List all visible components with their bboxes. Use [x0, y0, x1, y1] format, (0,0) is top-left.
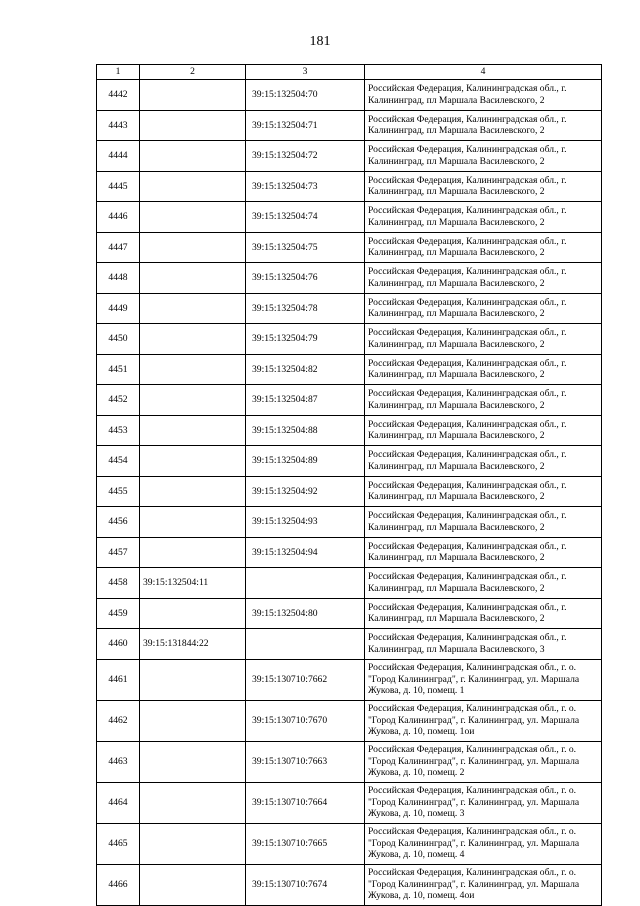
address-cell: Российская Федерация, Калининградская обл., г. Калининград, пл Маршала Василевского, 2	[365, 202, 602, 233]
address-cell: Российская Федерация, Калининградская обл., г. о. "Город Калининград", г. Калининград, ул. Маршала Жукова, д. 10, помещ. 4ои	[365, 864, 602, 905]
row-number-cell: 4449	[97, 293, 140, 324]
cadastral-number-2-cell	[140, 823, 246, 864]
header-row	[97, 65, 602, 80]
table-row	[97, 507, 602, 538]
address-cell: Российская Федерация, Калининградская обл., г. Калининград, пл Маршала Василевского, 2	[365, 507, 602, 538]
cadastral-number-2-cell	[140, 293, 246, 324]
address-cell: Российская Федерация, Калининградская обл., г. Калининград, пл Маршала Василевского, 2	[365, 568, 602, 599]
cadastral-number-2-cell: 39:15:131844:22	[140, 629, 246, 660]
cadastral-number-2-cell	[140, 232, 246, 263]
cadastral-number-3-cell: 39:15:132504:73	[246, 171, 365, 202]
table-row	[97, 568, 602, 599]
row-number-cell: 4461	[97, 659, 140, 700]
table-header	[97, 65, 602, 80]
cadastral-number-2-cell	[140, 202, 246, 233]
table-row	[97, 263, 602, 294]
row-number-cell: 4462	[97, 700, 140, 741]
cadastral-number-3-cell: 39:15:130710:7664	[246, 782, 365, 823]
cadastral-number-2-cell	[140, 354, 246, 385]
row-number-cell: 4457	[97, 537, 140, 568]
row-number-cell: 4450	[97, 324, 140, 355]
table-row	[97, 385, 602, 416]
row-number-cell: 4466	[97, 864, 140, 905]
cadastral-number-2-cell	[140, 476, 246, 507]
cadastral-number-2-cell	[140, 446, 246, 477]
row-number-cell: 4458	[97, 568, 140, 599]
address-cell: Российская Федерация, Калининградская обл., г. о. "Город Калининград", г. Калининград, ул. Маршала Жукова, д. 10, помещ. 3	[365, 782, 602, 823]
address-cell: Российская Федерация, Калининградская обл., г. Калининград, пл Маршала Василевского, 2	[365, 598, 602, 629]
row-number-cell: 4445	[97, 171, 140, 202]
address-cell: Российская Федерация, Калининградская обл., г. Калининград, пл Маршала Василевского, 2	[365, 476, 602, 507]
address-cell: Российская Федерация, Калининградская обл., г. о. "Город Калининград", г. Калининград, ул. Маршала Жукова, д. 10, помещ. 2	[365, 741, 602, 782]
row-number-cell: 4442	[97, 80, 140, 111]
cadastral-number-2-cell	[140, 782, 246, 823]
address-cell: Российская Федерация, Калининградская обл., г. Калининград, пл Маршала Василевского, 2	[365, 141, 602, 172]
table-row	[97, 415, 602, 446]
row-number-cell: 4451	[97, 354, 140, 385]
row-number-cell: 4447	[97, 232, 140, 263]
cadastral-number-2-cell	[140, 141, 246, 172]
cadastral-number-3-cell: 39:15:132504:70	[246, 80, 365, 111]
address-cell: Российская Федерация, Калининградская обл., г. о. "Город Калининград", г. Калининград, ул. Маршала Жукова, д. 10, помещ. 1ои	[365, 700, 602, 741]
table-row	[97, 476, 602, 507]
table-row	[97, 782, 602, 823]
cadastral-number-3-cell	[246, 568, 365, 599]
cadastral-number-3-cell: 39:15:132504:74	[246, 202, 365, 233]
cadastral-number-3-cell: 39:15:132504:87	[246, 385, 365, 416]
cadastral-number-3-cell: 39:15:132504:82	[246, 354, 365, 385]
cadastral-number-3-cell: 39:15:132504:80	[246, 598, 365, 629]
row-number-cell: 4455	[97, 476, 140, 507]
cadastral-number-2-cell	[140, 171, 246, 202]
cadastral-number-3-cell: 39:15:132504:72	[246, 141, 365, 172]
cadastral-number-2-cell	[140, 110, 246, 141]
address-cell: Российская Федерация, Калининградская обл., г. Калининград, пл Маршала Василевского, 2	[365, 385, 602, 416]
table-row	[97, 741, 602, 782]
header-col-3: 3	[246, 65, 365, 80]
table-row	[97, 171, 602, 202]
table-row	[97, 823, 602, 864]
address-cell: Российская Федерация, Калининградская обл., г. Калининград, пл Маршала Василевского, 2	[365, 446, 602, 477]
address-cell: Российская Федерация, Калининградская обл., г. Калининград, пл Маршала Василевского, 2	[365, 263, 602, 294]
address-cell: Российская Федерация, Калининградская обл., г. Калининград, пл Маршала Василевского, 2	[365, 171, 602, 202]
address-cell: Российская Федерация, Калининградская обл., г. Калининград, пл Маршала Василевского, 2	[365, 415, 602, 446]
table-row	[97, 629, 602, 660]
row-number-cell: 4465	[97, 823, 140, 864]
cadastral-number-3-cell: 39:15:130710:7665	[246, 823, 365, 864]
row-number-cell: 4443	[97, 110, 140, 141]
address-cell: Российская Федерация, Калининградская обл., г. Калининград, пл Маршала Василевского, 2	[365, 537, 602, 568]
table-row	[97, 293, 602, 324]
table-row	[97, 110, 602, 141]
registry-table	[96, 64, 602, 906]
page-number: 181	[309, 34, 331, 49]
cadastral-number-3-cell: 39:15:130710:7663	[246, 741, 365, 782]
cadastral-number-2-cell	[140, 659, 246, 700]
cadastral-number-3-cell: 39:15:132504:76	[246, 263, 365, 294]
table-row	[97, 141, 602, 172]
cadastral-number-2-cell	[140, 415, 246, 446]
table-row	[97, 80, 602, 111]
row-number-cell: 4456	[97, 507, 140, 538]
cadastral-number-3-cell: 39:15:132504:71	[246, 110, 365, 141]
row-number-cell: 4452	[97, 385, 140, 416]
table-body	[97, 80, 602, 906]
cadastral-number-3-cell: 39:15:132504:88	[246, 415, 365, 446]
table-row	[97, 232, 602, 263]
cadastral-number-2-cell	[140, 507, 246, 538]
cadastral-number-3-cell: 39:15:132504:79	[246, 324, 365, 355]
cadastral-number-2-cell	[140, 537, 246, 568]
cadastral-number-3-cell: 39:15:132504:93	[246, 507, 365, 538]
row-number-cell: 4464	[97, 782, 140, 823]
cadastral-number-3-cell: 39:15:130710:7670	[246, 700, 365, 741]
table-row	[97, 537, 602, 568]
cadastral-number-3-cell: 39:15:132504:94	[246, 537, 365, 568]
cadastral-number-2-cell	[140, 700, 246, 741]
row-number-cell: 4453	[97, 415, 140, 446]
cadastral-number-2-cell	[140, 598, 246, 629]
header-col-1: 1	[97, 65, 140, 80]
address-cell: Российская Федерация, Калининградская обл., г. о. "Город Калининград", г. Калининград, ул. Маршала Жукова, д. 10, помещ. 4	[365, 823, 602, 864]
address-cell: Российская Федерация, Калининградская обл., г. Калининград, пл Маршала Василевского, 2	[365, 324, 602, 355]
address-cell: Российская Федерация, Калининградская обл., г. Калининград, пл Маршала Василевского, 2	[365, 110, 602, 141]
row-number-cell: 4446	[97, 202, 140, 233]
cadastral-number-3-cell: 39:15:130710:7662	[246, 659, 365, 700]
cadastral-number-3-cell: 39:15:132504:89	[246, 446, 365, 477]
row-number-cell: 4460	[97, 629, 140, 660]
cadastral-number-2-cell: 39:15:132504:11	[140, 568, 246, 599]
cadastral-number-2-cell	[140, 324, 246, 355]
cadastral-number-3-cell: 39:15:132504:92	[246, 476, 365, 507]
cadastral-number-3-cell: 39:15:132504:78	[246, 293, 365, 324]
cadastral-number-2-cell	[140, 741, 246, 782]
address-cell: Российская Федерация, Калининградская обл., г. Калининград, пл Маршала Василевского, 2	[365, 232, 602, 263]
table-row	[97, 324, 602, 355]
cadastral-number-3-cell	[246, 629, 365, 660]
table-row	[97, 659, 602, 700]
row-number-cell: 4454	[97, 446, 140, 477]
cadastral-number-2-cell	[140, 263, 246, 294]
table-row	[97, 864, 602, 905]
header-col-2: 2	[140, 65, 246, 80]
address-cell: Российская Федерация, Калининградская обл., г. Калининград, пл Маршала Василевского, 2	[365, 354, 602, 385]
table-row	[97, 202, 602, 233]
row-number-cell: 4463	[97, 741, 140, 782]
address-cell: Российская Федерация, Калининградская обл., г. о. "Город Калининград", г. Калининград, ул. Маршала Жукова, д. 10, помещ. 1	[365, 659, 602, 700]
address-cell: Российская Федерация, Калининградская обл., г. Калининград, пл Маршала Василевского, 2	[365, 80, 602, 111]
table-row	[97, 700, 602, 741]
address-cell: Российская Федерация, Калининградская обл., г. Калининград, пл Маршала Василевского, 3	[365, 629, 602, 660]
row-number-cell: 4459	[97, 598, 140, 629]
cadastral-number-2-cell	[140, 385, 246, 416]
table-row	[97, 446, 602, 477]
table-row	[97, 598, 602, 629]
cadastral-number-2-cell	[140, 864, 246, 905]
address-cell: Российская Федерация, Калининградская обл., г. Калининград, пл Маршала Василевского, 2	[365, 293, 602, 324]
cadastral-number-3-cell: 39:15:130710:7674	[246, 864, 365, 905]
row-number-cell: 4448	[97, 263, 140, 294]
header-col-4: 4	[365, 65, 602, 80]
table-row	[97, 354, 602, 385]
row-number-cell: 4444	[97, 141, 140, 172]
cadastral-number-3-cell: 39:15:132504:75	[246, 232, 365, 263]
cadastral-number-2-cell	[140, 80, 246, 111]
